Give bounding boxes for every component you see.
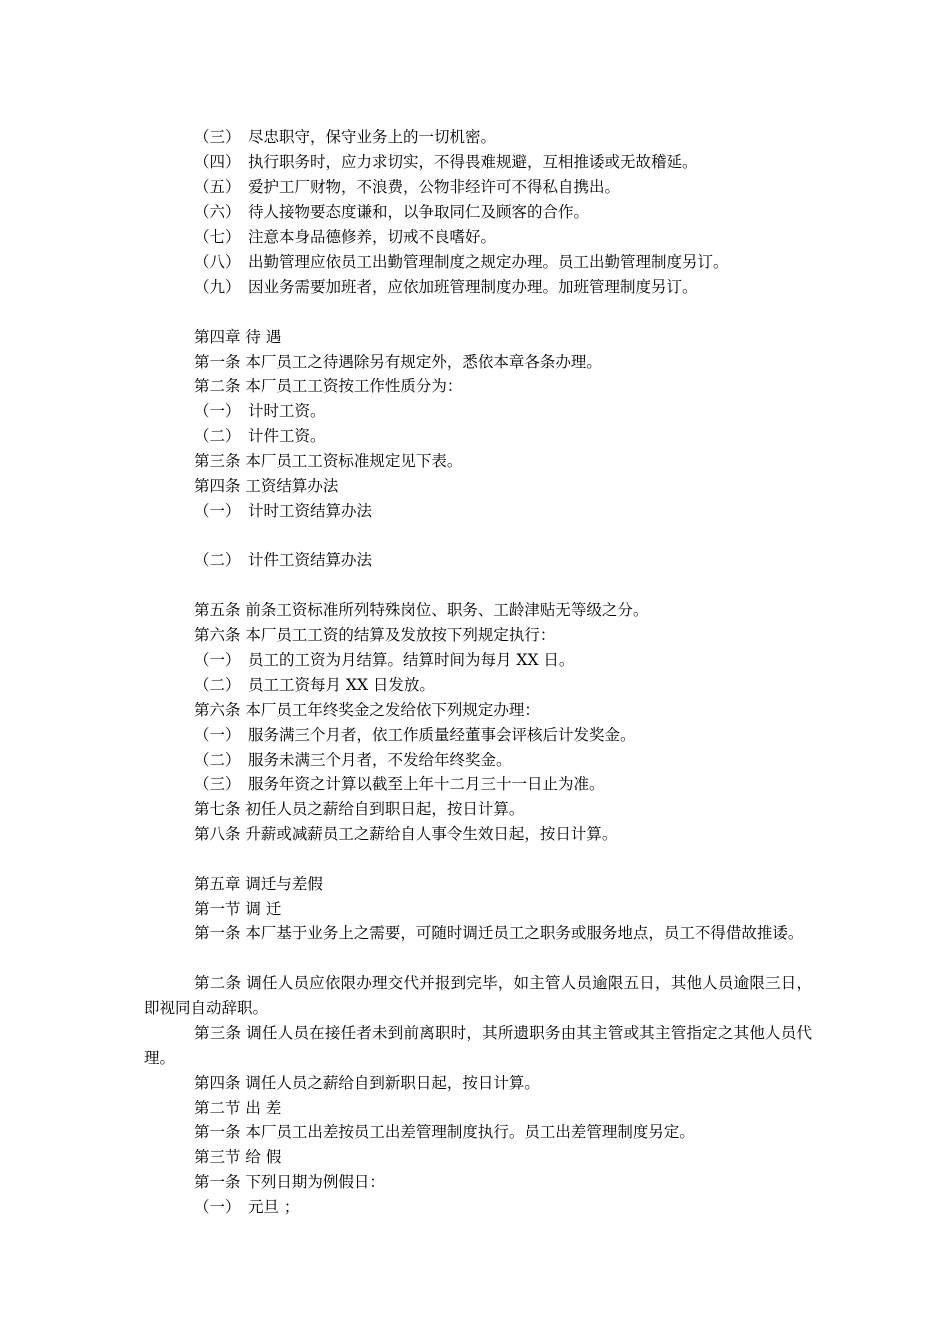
- item-number: （一）: [194, 726, 241, 744]
- article-text: 第五条 前条工资标准所列特殊岗位、职务、工龄津贴无等级之分。: [194, 601, 649, 619]
- list-item: [194, 725, 636, 745]
- article-text: 第一条 本厂员工之待遇除另有规定外，悉依本章各条办理。: [194, 353, 602, 371]
- item-number: （一）: [194, 651, 241, 669]
- section-title: 第一节 调 迁: [194, 900, 282, 918]
- list-item: [194, 177, 620, 197]
- chapter-5-title: 第五章 调迁与差假: [194, 875, 323, 893]
- article-paragraph: 第三条 调任人员在接任者未到前离职时，其所遗职务由其主管或其主管指定之其他人员代理。: [144, 1024, 812, 1067]
- item-text: 计时工资。: [248, 402, 326, 420]
- item-text: 计件工资结算办法: [248, 551, 373, 569]
- article-paragraph: 第一条 本厂基于业务上之需要，可随时调迁员工之职务或服务地点，员工不得借故推诿。: [194, 924, 804, 942]
- list-item: [194, 202, 589, 222]
- article-text: 第七条 初任人员之薪给自到职日起，按日计算。: [194, 800, 525, 818]
- list-item: [194, 227, 496, 247]
- article-text: 第四条 调任人员之薪给自到新职日起，按日计算。: [194, 1074, 540, 1092]
- item-text: 员工的工资为月结算。结算时间为每月 XX 日。: [248, 651, 575, 669]
- item-number: （一）: [194, 502, 241, 520]
- item-text: 计时工资结算办法: [248, 502, 373, 520]
- article-text: 第一条 下列日期为例假日：: [194, 1173, 385, 1191]
- item-number: （四）: [194, 153, 241, 171]
- section-title: 第三节 给 假: [194, 1148, 282, 1166]
- chapter-4-title: 第四章 待 遇: [194, 328, 282, 346]
- item-text: 服务满三个月者，依工作质量经董事会评核后计发奖金。: [248, 726, 636, 744]
- list-item: [194, 750, 512, 770]
- list-item: [194, 152, 698, 172]
- list-item: [194, 650, 574, 670]
- list-item: [194, 1197, 299, 1217]
- item-number: （五）: [194, 178, 241, 196]
- item-text: 元旦 ；: [248, 1198, 300, 1216]
- article-text: 第八条 升薪或减薪员工之薪给自人事令生效日起，按日计算。: [194, 825, 618, 843]
- item-number: （二）: [194, 676, 241, 694]
- article-paragraph: 第二条 调任人员应依限办理交代并报到完毕，如主管人员逾限五日，其他人员逾限三日，即视同自动辞职。: [144, 974, 812, 1017]
- item-text: 计件工资。: [248, 427, 326, 445]
- item-text: 服务年资之计算以截至上年十二月三十一日止为准。: [248, 775, 605, 793]
- item-number: （二）: [194, 427, 241, 445]
- article-text: 第一条 本厂员工出差按员工出差管理制度执行。员工出差管理制度另定。: [194, 1123, 695, 1141]
- list-item: [194, 774, 605, 794]
- list-item: [194, 401, 326, 421]
- list-item: [194, 550, 372, 570]
- item-number: （二）: [194, 551, 241, 569]
- article-text: 第六条 本厂员工工资的结算及发放按下列规定执行：: [194, 626, 556, 644]
- item-number: （二）: [194, 751, 241, 769]
- item-number: （八）: [194, 253, 241, 271]
- item-text: 爱护工厂财物，不浪费，公物非经许可不得私自携出。: [248, 178, 621, 196]
- article-text: 第二条 本厂员工工资按工作性质分为：: [194, 377, 463, 395]
- list-item: [194, 675, 435, 695]
- article-text: 第三条 本厂员工工资标准规定见下表。: [194, 452, 463, 470]
- item-text: 注意本身品德修养，切戒不良嗜好。: [248, 228, 497, 246]
- list-item: [194, 426, 326, 446]
- article-text: 第四条 工资结算办法: [194, 477, 339, 495]
- list-item: [194, 277, 698, 297]
- item-text: 执行职务时，应力求切实，不得畏难规避，互相推诿或无故稽延。: [248, 153, 698, 171]
- item-number: （七）: [194, 228, 241, 246]
- item-number: （一）: [194, 402, 241, 420]
- item-text: 因业务需要加班者，应依加班管理制度办理。加班管理制度另订。: [248, 278, 698, 296]
- list-item: [194, 127, 496, 147]
- item-text: 出勤管理应依员工出勤管理制度之规定办理。员工出勤管理制度另订。: [248, 253, 729, 271]
- item-number: （六）: [194, 203, 241, 221]
- item-number: （三）: [194, 775, 241, 793]
- list-item: [194, 252, 729, 272]
- article-text: 第六条 本厂员工年终奖金之发给依下列规定办理：: [194, 701, 540, 719]
- item-number: （三）: [194, 128, 241, 146]
- item-text: 待人接物要态度谦和，以争取同仁及顾客的合作。: [248, 203, 590, 221]
- section-title: 第二节 出 差: [194, 1099, 282, 1117]
- item-text: 员工工资每月 XX 日发放。: [248, 676, 435, 694]
- item-text: 尽忠职守，保守业务上的一切机密。: [248, 128, 497, 146]
- item-number: （九）: [194, 278, 241, 296]
- item-number: （一）: [194, 1198, 241, 1216]
- list-item: [194, 501, 372, 521]
- item-text: 服务未满三个月者，不发给年终奖金。: [248, 751, 512, 769]
